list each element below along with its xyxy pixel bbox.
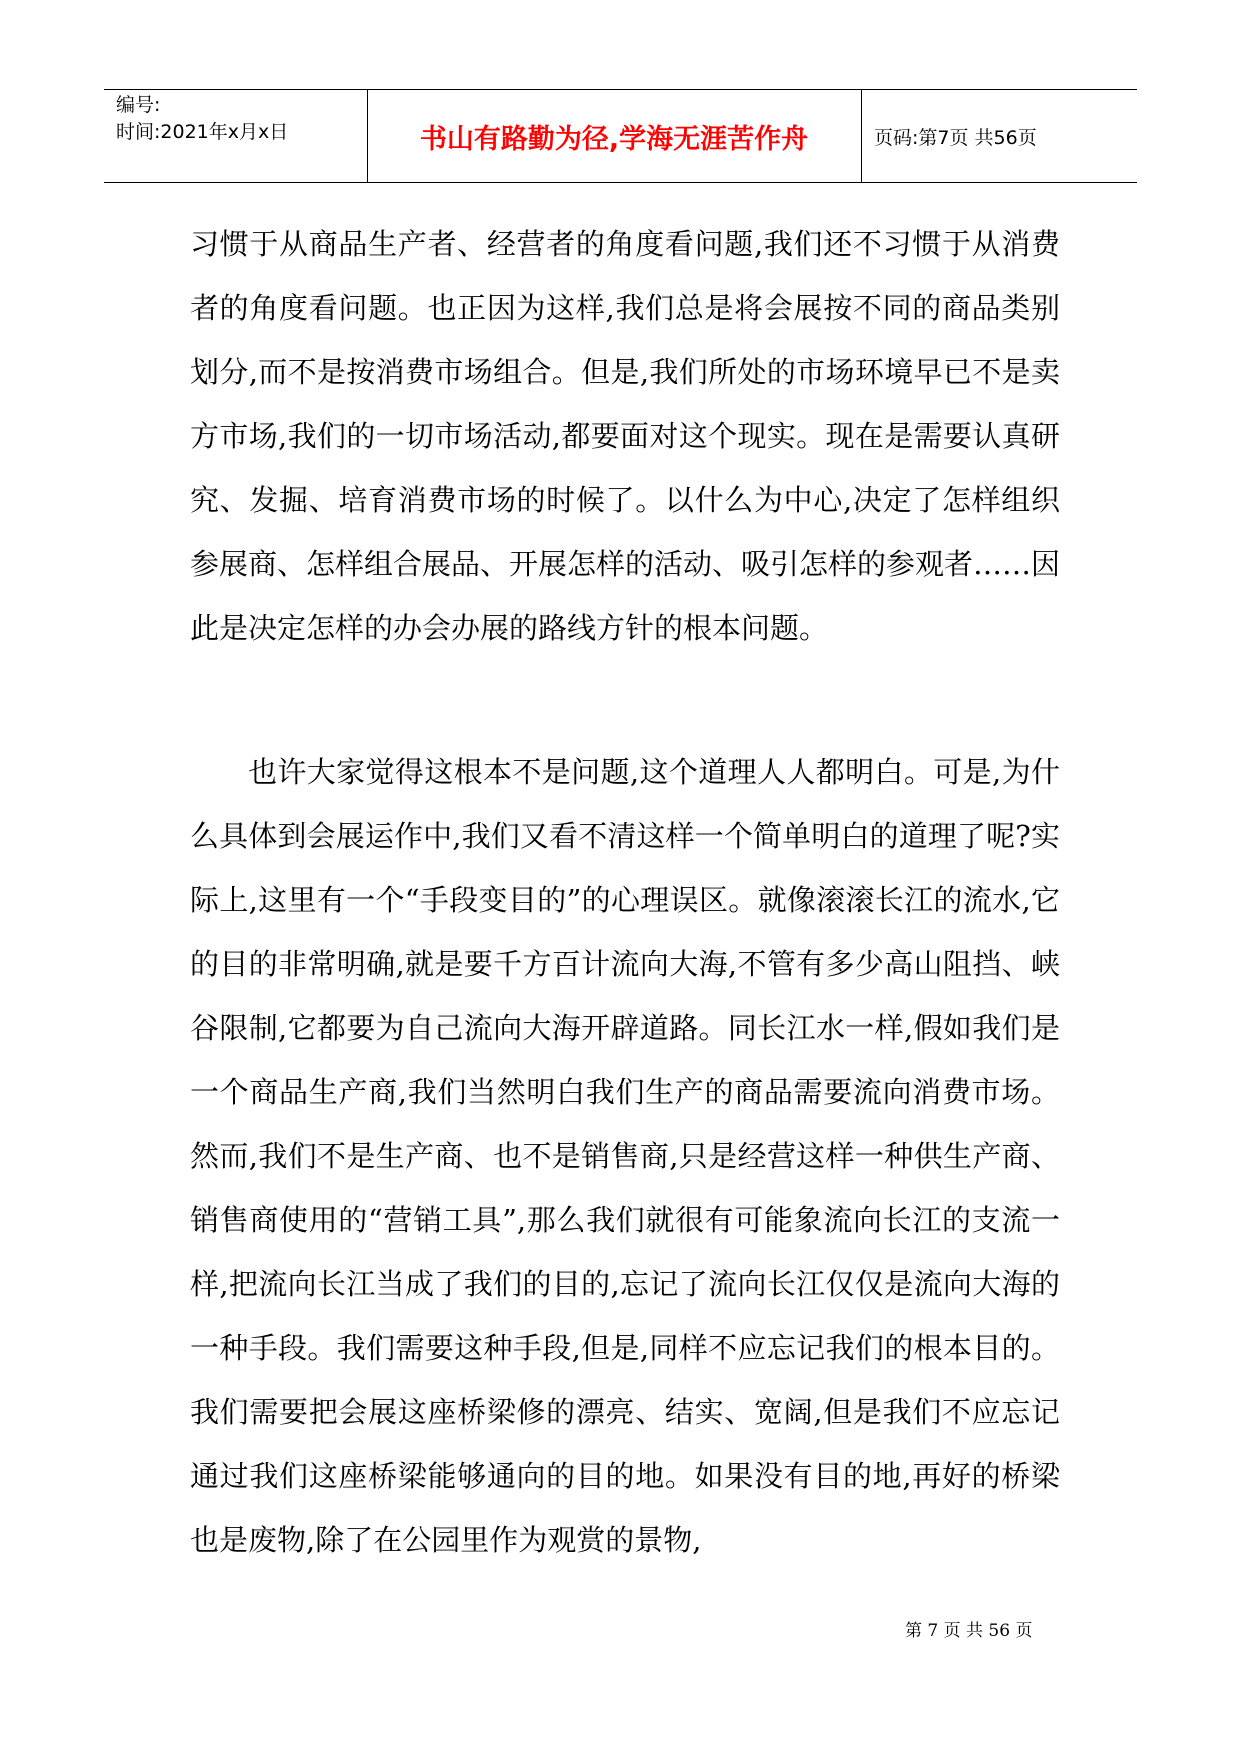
paragraph-2: 也许大家觉得这根本不是问题,这个道理人人都明白。可是,为什么具体到会展运作中,我们又看不清这样一个简单明白的道理了呢?实际上,这里有一个“手段变目的”的心理误区。就像滚滚长江的流水,它的目的非常明确,就是要千方百计流向大海,不管有多少高山阻挡、峡谷限制,它都要为自己流向大海开辟道路。同长江水一样,假如我们是一个商品生产商,我们当然明白我们生产的商品需要流向消费市场。然而,我们不是生产商、也不是销售商,只是经营这样一种供生产商、销售商使用的“营销工具”,那么我们就很有可能象流向长江的支流一样,把流向长江当成了我们的目的,忘记了流向长江仅仅是流向大海的一种手段。我们需要这种手段,但是,同样不应忘记我们的根本目的。我们需要把会展这座桥梁修的漂亮、结实、宽阔,但是我们不应忘记通过我们这座桥梁能够通向的目的地。如果没有目的地,再好的桥梁也是废物,除了在公园里作为观赏的景物,	[190, 755, 1060, 1557]
header-motto: 书山有路勤为径,学海无涯苦作舟	[419, 123, 809, 155]
number-label: 编号:	[116, 94, 161, 116]
page-footer: 第 7 页 共 56 页	[905, 1621, 1033, 1641]
time-label: 时间:2021年x月x日	[116, 121, 289, 143]
page-header	[104, 89, 1137, 183]
header-divider-right	[861, 90, 862, 182]
header-page-label: 页码:第7页 共56页	[874, 126, 1037, 149]
paragraph-1: 习惯于从商品生产者、经营者的角度看问题,我们还不习惯于从消费者的角度看问题。也正因为这样,我们总是将会展按不同的商品类别划分,而不是按消费市场组合。但是,我们所处的市场环境早已不是卖方市场,我们的一切市场活动,都要面对这个现实。现在是需要认真研究、发掘、培育消费市场的时候了。以什么为中心,决定了怎样组织参展商、怎样组合展品、开展怎样的活动、吸引怎样的参观者……因此是决定怎样的办会办展的路线方针的根本问题。	[190, 227, 1061, 645]
header-meta	[116, 90, 364, 182]
